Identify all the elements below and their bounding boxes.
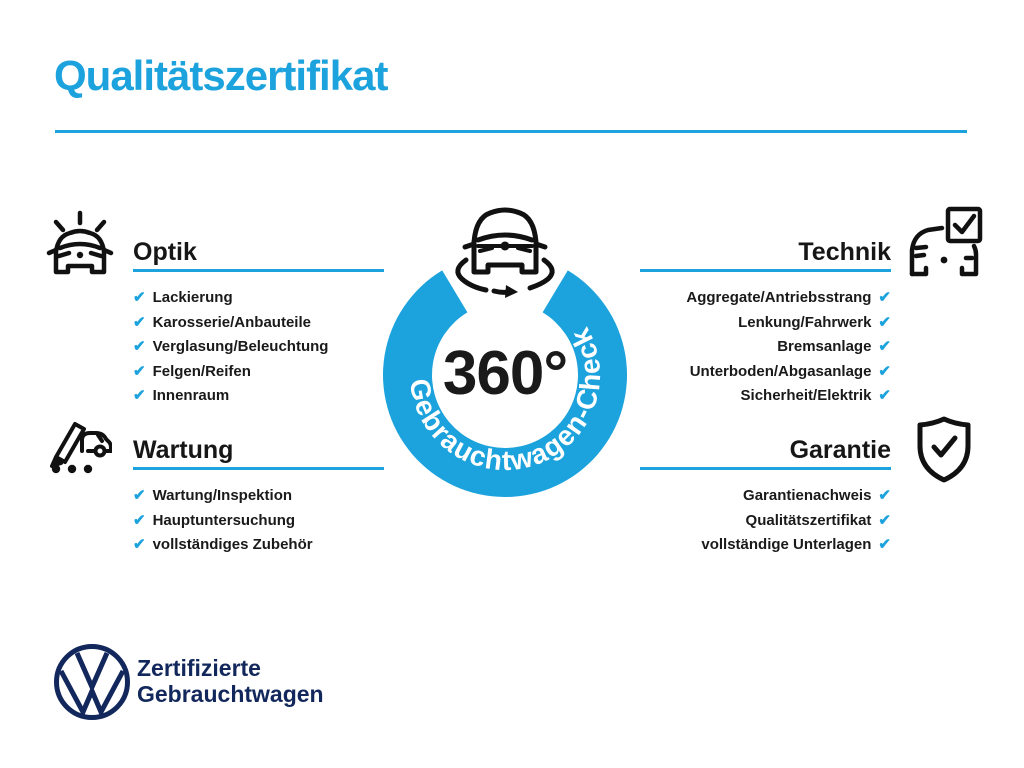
- checklist-wartung: [133, 484, 384, 558]
- checklist-item-label: Innenraum: [152, 387, 230, 404]
- checklist-item: [640, 384, 891, 409]
- checklist-item: [133, 384, 384, 409]
- footer-brand-line2: Gebrauchtwagen: [137, 681, 324, 707]
- checklist-item-label: Garantienachweis: [743, 487, 872, 504]
- checklist-item-label: Unterboden/Abgasanlage: [689, 362, 872, 380]
- checklist-item-label: vollständige Unterlagen: [701, 536, 872, 553]
- checklist-item-label: vollständiges Zubehör: [152, 536, 313, 553]
- check-icon: ✔: [878, 313, 891, 331]
- title-divider: [55, 130, 967, 133]
- checklist-item: [133, 484, 384, 509]
- checklist-item: [133, 509, 384, 534]
- car-360-rotation-icon: [450, 200, 560, 300]
- check-icon: ✔: [878, 338, 891, 355]
- check-icon: ✔: [133, 289, 146, 306]
- section-title-wartung: Wartung: [133, 436, 234, 464]
- checklist-item-label: Bremsanlage: [777, 338, 872, 355]
- section-divider: [133, 269, 384, 272]
- checklist-item: [133, 311, 384, 336]
- check-icon: ✔: [878, 511, 891, 529]
- shield-check-icon: [913, 416, 975, 484]
- shiny-car-icon: [46, 208, 114, 276]
- checklist-item: [640, 484, 891, 509]
- check-icon: ✔: [133, 313, 146, 331]
- checklist-item: [133, 286, 384, 311]
- check-icon: ✔: [878, 487, 891, 504]
- vw-logo: [52, 642, 132, 722]
- checklist-item-label: Felgen/Reifen: [152, 362, 251, 380]
- section-divider: [133, 467, 384, 470]
- section-garantie: [640, 436, 891, 558]
- check-icon: ✔: [133, 362, 146, 380]
- footer-brand-text: [137, 655, 324, 707]
- degree-value: 360°: [442, 338, 568, 408]
- checklist-item-label: Sicherheit/Elektrik: [740, 387, 872, 404]
- checklist-garantie: [640, 484, 891, 558]
- footer-brand-line1: Zertifizierte: [137, 655, 261, 681]
- checklist-item-label: Qualitätszertifikat: [745, 511, 872, 529]
- check-icon: ✔: [133, 338, 146, 355]
- check-icon: ✔: [878, 387, 891, 404]
- service-checklist-car-icon: [46, 413, 112, 475]
- check-icon: ✔: [878, 362, 891, 380]
- section-title-technik: Technik: [798, 238, 891, 266]
- checklist-technik: [640, 286, 891, 409]
- checklist-item-label: Karosserie/Anbauteile: [152, 313, 311, 331]
- check-icon: ✔: [878, 289, 891, 306]
- checklist-item-label: Lackierung: [152, 289, 233, 306]
- checklist-item-label: Wartung/Inspektion: [152, 487, 293, 504]
- checklist-item: [133, 360, 384, 385]
- check-icon: ✔: [133, 487, 146, 504]
- checklist-item: [640, 533, 891, 558]
- checklist-item: [640, 360, 891, 385]
- section-divider: [640, 269, 891, 272]
- checklist-item-label: Verglasung/Beleuchtung: [152, 338, 329, 355]
- section-optik: [133, 238, 384, 409]
- checklist-item: [133, 533, 384, 558]
- checklist-item-label: Lenkung/Fahrwerk: [738, 313, 872, 331]
- section-technik: [640, 238, 891, 409]
- checklist-item: [640, 311, 891, 336]
- section-title-optik: Optik: [133, 238, 197, 266]
- checklist-item-label: Aggregate/Antriebsstrang: [686, 289, 872, 306]
- section-wartung: [133, 436, 384, 558]
- car-checkbox-icon: [904, 206, 984, 278]
- section-title-garantie: Garantie: [789, 436, 891, 464]
- check-icon: ✔: [133, 536, 146, 553]
- checklist-item: [640, 509, 891, 534]
- checklist-item: [133, 335, 384, 360]
- ring-label: Gebrauchtwagen-Check: [403, 322, 607, 477]
- page-title: Qualitätszertifikat: [54, 52, 388, 99]
- check-icon: ✔: [878, 536, 891, 553]
- checklist-item: [640, 286, 891, 311]
- check-icon: ✔: [133, 511, 146, 529]
- checklist-optik: [133, 286, 384, 409]
- check-icon: ✔: [133, 387, 146, 404]
- checklist-item: [640, 335, 891, 360]
- section-divider: [640, 467, 891, 470]
- checklist-item-label: Hauptuntersuchung: [152, 511, 296, 529]
